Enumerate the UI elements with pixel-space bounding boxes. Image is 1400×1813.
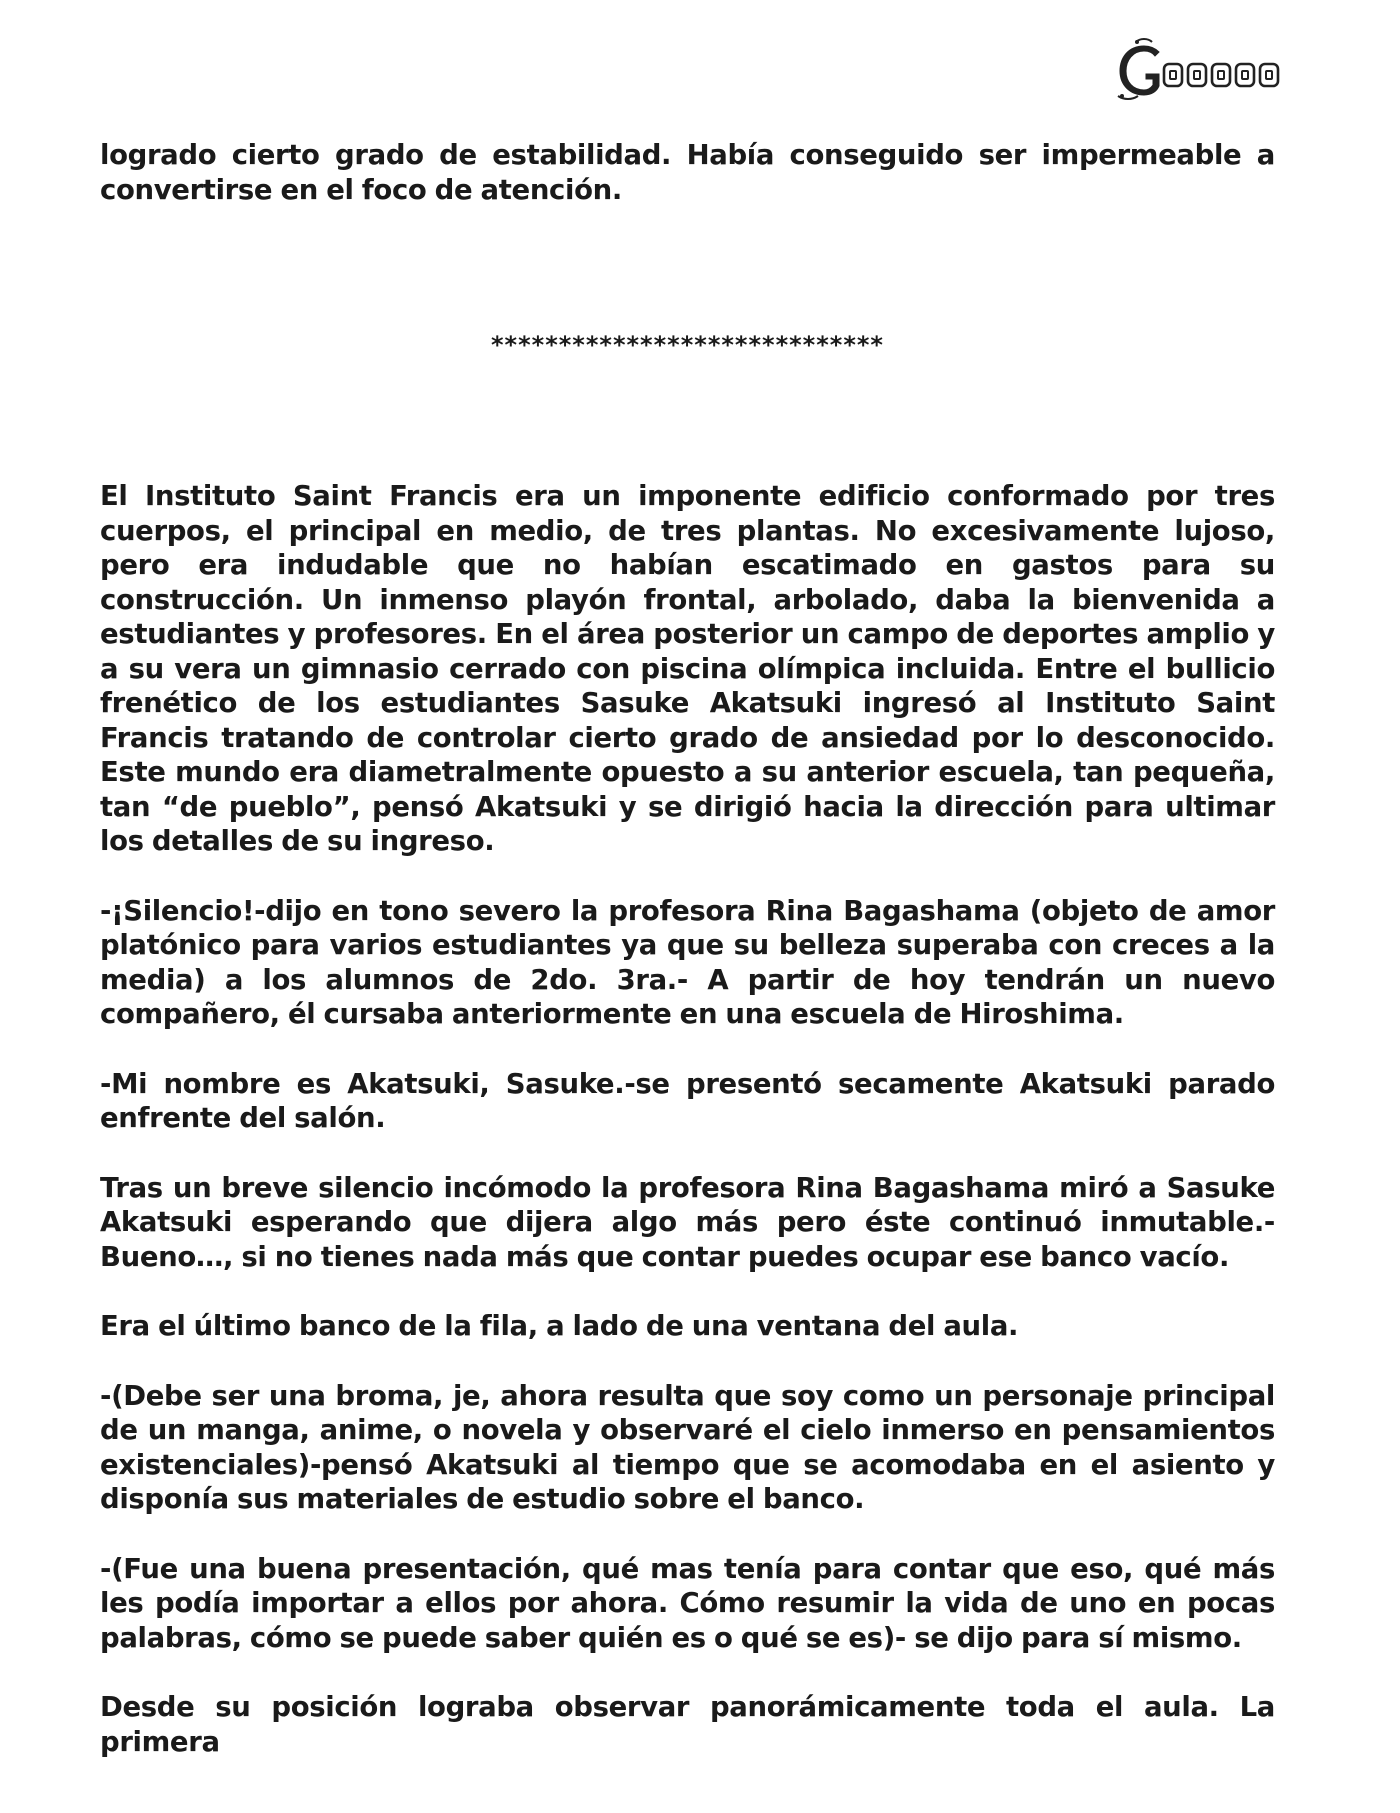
paragraph-3: -Mi nombre es Akatsuki, Sasuke.-se presentó secamente Akatsuki parado enfrente del salón. — [100, 1067, 1275, 1134]
logo-text: Gaesos — [1114, 38, 1118, 39]
paragraph-7: -(Fue una buena presentación, qué mas tenía para contar que eso, qué más les podía importar a ellos por ahora. Cómo resumir la vida de uno en pocas palabras, cómo se puede saber quién es o qué se es)- se dijo para sí mismo. — [100, 1552, 1275, 1654]
intro-paragraph: logrado cierto grado de estabilidad. Había conseguido ser impermeable a convertirse en el foco de atención. — [100, 139, 1275, 206]
paragraph-4: Tras un breve silencio incómodo la profesora Rina Bagashama miró a Sasuke Akatsuki esperando que dijera algo más pero éste continuó inmutable.-Bueno…, si no tienes nada más que contar puedes ocupar ese banco vacío. — [100, 1171, 1275, 1273]
paragraph-6: -(Debe ser una broma, je, ahora resulta que soy como un personaje principal de un manga, anime, o novela y observaré el cielo inmerso en pensamientos existenciales)-pensó Akatsuki al tiempo que se acomodaba en el asiento y disponía sus materiales de estudio sobre el banco. — [100, 1379, 1275, 1515]
document-body — [100, 138, 1275, 1759]
section-separator: ***************************** — [491, 331, 884, 359]
logo-wordmark-icon — [1114, 38, 1284, 102]
publisher-logo — [1114, 38, 1284, 102]
paragraph-1: El Instituto Saint Francis era un imponente edificio conformado por tres cuerpos, el principal en medio, de tres plantas. No excesivamente lujoso, pero era indudable que no habían escatimado en gastos para su construcción. Un inmenso playón frontal, arbolado, daba la bienvenida a estudiantes y profesores. En el área posterior un campo de deportes amplio y a su vera un gimnasio cerrado con piscina olímpica incluida. Entre el bullicio frenético de los estudiantes Sasuke Akatsuki ingresó al Instituto Saint Francis tratando de controlar cierto grado de ansiedad por lo desconocido. Este mundo era diametralmente opuesto a su anterior escuela, tan pequeña, tan “de pueblo”, pensó Akatsuki y se dirigió hacia la dirección para ultimar los detalles de su ingreso. — [100, 480, 1275, 857]
paragraph-8: Desde su posición lograba observar panorámicamente toda el aula. La primera — [100, 1691, 1275, 1758]
paragraph-2: -¡Silencio!-dijo en tono severo la profesora Rina Bagashama (objeto de amor platónico para varios estudiantes ya que su belleza superaba con creces a la media) a los alumnos de 2do. 3ra.- A partir de hoy tendrán un nuevo compañero, él cursaba anteriormente en una escuela de Hiroshima. — [100, 894, 1275, 1030]
paragraph-5: Era el último banco de la fila, a lado de una ventana del aula. — [100, 1310, 1019, 1342]
